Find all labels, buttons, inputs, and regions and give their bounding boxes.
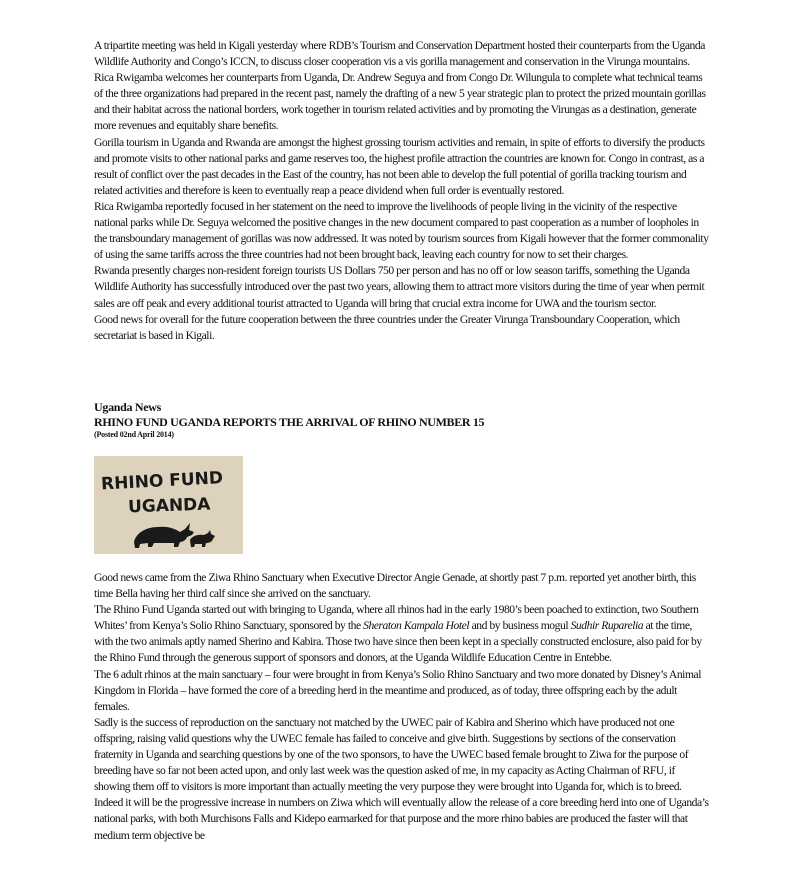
- section-label: Uganda News: [94, 400, 162, 414]
- intro-paragraph-1: A tripartite meeting was held in Kigali yesterday where RDB’s Tourism and Conservation Department hosted their counterparts from the Uganda Wildlife Authority and Congo’s ICCN, to discuss closer cooperation vis a vis gorilla management and conservation in the Virunga mountains. Rica Rwigamba welcomes her counterparts from Uganda, Dr. Andrew Seguya and from Congo Dr. Wilungula to complete what technical teams of the three organizations had prepared in the recent past, namely the drafting of a new 5 year strategic plan to protect the prized mountain gorillas and their habitat across the national borders, work together in tourism related activities and by promoting the Virungas as a destination, generate more revenues and equitably share benefits.: [94, 39, 706, 133]
- rhino-fund-logo-graphic: [94, 456, 243, 554]
- intro-paragraph-5: Good news for overall for the future cooperation between the three countries under the Greater Virunga Transboundary Cooperation, which secretariat is based in Kigali.: [94, 312, 680, 342]
- intro-paragraph-3: Rica Rwigamba reportedly focused in her statement on the need to improve the livelihoods of people living in the vicinity of the respective national parks while Dr. Seguya welcomed the positive changes in the new document compared to past cooperation as a number of loopholes in the transboundary management of gorillas was now addressed. It was noted by tourism sources from Kigali however that the former commonality of using the same tariffs across the three countries had not been brought back, leaving each country for now to set their charges.: [94, 199, 709, 262]
- article-paragraph-4: Sadly is the success of reproduction on the sanctuary not matched by the UWEC pair of Kabira and Sherino which have produced not one offspring, raising valid questions why the UWEC female has failed to conceive and give birth. Suggestions by sections of the conservation fraternity in Uganda and searching questions by one of the two sponsors, to have the UWEC based female brought to Ziwa for the purpose of breeding have so far not been acted upon, and only last week was the question asked of me, in my capacity as Acting Chairman of RFU, if showing them off to visitors is more important than actually meeting the very purpose they were brought into Uganda for, which is to breed. Indeed it will be the progressive increase in numbers on Ziwa which will eventually allow the release of a core breeding herd into one of Uganda’s national parks, with both Murchisons Falls and Kidepo earmarked for that purpose and the more rhino babies are produced the faster will that medium term objective be: [94, 715, 709, 842]
- posted-date: (Posted 02nd April 2014): [94, 430, 174, 439]
- rhino-icon: [134, 523, 215, 548]
- article-paragraph-2-text-c: at the time, with the two animals aptly named Sherino and Kabira. Those two have since then been kept in a specially constructed enclosure, also paid for by the Rhino Fund through the generous support of sponsors and donors, at the Uganda Wildlife Education Centre in Entebbe.: [94, 619, 702, 665]
- news-header: [94, 400, 710, 440]
- article-headline: RHINO FUND UGANDA REPORTS THE ARRIVAL OF RHINO NUMBER 15: [94, 415, 485, 429]
- article-paragraph-1: Good news came from the Ziwa Rhino Sanctuary when Executive Director Angie Genade, at shortly past 7 p.m. reported yet another birth, this time Bella having her third calf since she arrived on the sanctuary.: [94, 571, 696, 601]
- article-paragraph-2: [94, 602, 710, 666]
- business-mogul-name: Sudhir Ruparelia: [570, 619, 644, 633]
- rhino-article-body: [94, 570, 710, 844]
- article-paragraph-2-text-b: and by business mogul: [469, 619, 571, 633]
- intro-article: [94, 38, 710, 344]
- logo-line-2: UGANDA: [127, 494, 211, 518]
- logo-line-1: RHINO FUND: [100, 468, 224, 495]
- intro-paragraph-4: Rwanda presently charges non-resident foreign tourists US Dollars 750 per person and has no off or low season tariffs, something the Uganda Wildlife Authority has successfully introduced over the past two years, allowing them to attract more visitors during the time of year when permit sales are off peak and every additional tourist attracted to Uganda will bring that crucial extra income for UWA and the tourism sector.: [94, 264, 705, 310]
- article-paragraph-2-text-a: The Rhino Fund Uganda started out with bringing to Uganda, where all rhinos had in the early 1980’s been poached to extinction, two Southern Whites’ from Kenya’s Solio Rhino Sanctuary, sponsored by the: [94, 603, 699, 633]
- sponsor-name: Sheraton Kampala Hotel: [363, 619, 470, 633]
- article-paragraph-3: The 6 adult rhinos at the main sanctuary – four were brought in from Kenya’s Solio Rhino Sanctuary and two more donated by Disney’s Animal Kingdom in Florida – have formed the core of a breeding herd in the meantime and produced, as of today, three offspring each by the adult females.: [94, 667, 701, 713]
- intro-paragraph-2: Gorilla tourism in Uganda and Rwanda are amongst the highest grossing tourism activities and remain, in spite of efforts to diversify the products and promote visits to other national parks and game reserves too, the highest profile attraction the countries are known for. Congo in contrast, as a result of conflict over the past decades in the East of the country, has not been able to develop the full potential of gorilla tracking tourism and related activities and therefore is keen to eventually reap a peace dividend when full order is eventually restored.: [94, 135, 705, 197]
- rhino-fund-logo: [94, 456, 243, 554]
